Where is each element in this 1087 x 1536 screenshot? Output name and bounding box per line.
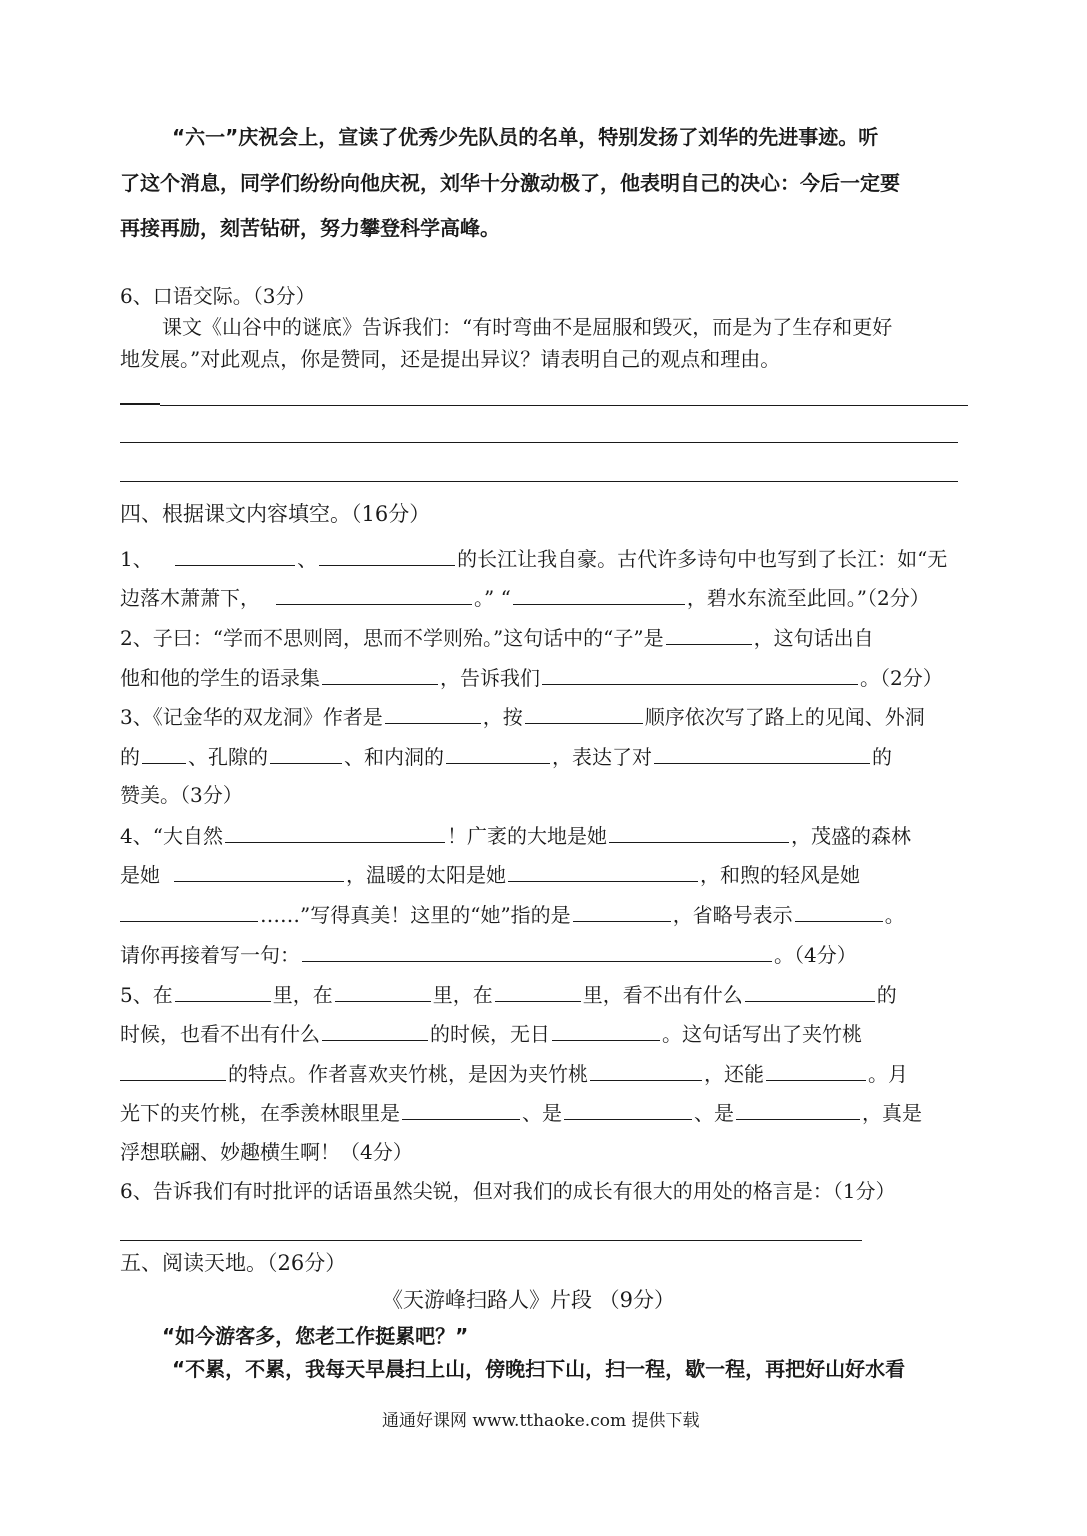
q4-5-line-3: 的特点。作者喜欢夹竹桃，是因为夹竹桃 ，还能 。月	[120, 1060, 908, 1087]
blank[interactable]	[508, 861, 698, 882]
blank[interactable]	[322, 664, 438, 685]
blank[interactable]	[225, 822, 445, 843]
q4-5-line-5: 浮想联翩、妙趣横生啊！（4分）	[120, 1140, 413, 1164]
page-footer: 通通好课网 www.tthaoke.com 提供下载	[382, 1411, 700, 1431]
oral-question-line-1: 课文《山谷中的谜底》告诉我们：“有时弯曲不是屈服和毁灭，而是为了生存和更好	[162, 315, 893, 339]
passage-line-2: 了这个消息，同学们纷纷向他庆祝，刘华十分激动极了，他表明自己的决心：今后一定要	[120, 171, 900, 195]
passage-line-1: “六一”庆祝会上，宣读了优秀少先队员的名单，特别发扬了刘华的先进事迹。听	[172, 125, 879, 149]
section-5-heading: 五、阅读天地。（26分）	[120, 1251, 347, 1275]
q4-3-line-3: 赞美。（3分）	[120, 783, 243, 807]
blank[interactable]	[120, 901, 258, 922]
reading-passage-title: 《天游峰扫路人》片段 （9分）	[382, 1288, 676, 1312]
blank[interactable]	[276, 584, 472, 605]
answer-line-1[interactable]	[120, 403, 160, 405]
answer-line-2-end[interactable]	[732, 442, 958, 443]
blank[interactable]	[446, 743, 550, 764]
q4-2-line-1: 2、子曰：“学而不思则罔，思而不学则殆。”这句话中的“子”是 ，这句话出自	[120, 626, 874, 650]
blank[interactable]	[319, 545, 455, 566]
blank[interactable]	[174, 861, 344, 882]
blank[interactable]	[666, 624, 752, 645]
passage-line-3: 再接再励，刻苦钻研，努力攀登科学高峰。	[120, 216, 500, 240]
q4-5-line-2: 时候，也看不出有什么 的时候，无日 。这句话写出了夹竹桃	[120, 1022, 862, 1046]
section-4-heading: 四、根据课文内容填空。（16分）	[120, 502, 431, 526]
blank[interactable]	[175, 981, 271, 1002]
blank[interactable]	[120, 1060, 226, 1081]
blank[interactable]	[495, 981, 581, 1002]
blank[interactable]	[745, 981, 875, 1002]
oral-question-title: 6、口语交际。（3分）	[120, 284, 316, 308]
q4-4-line-2: 是她 ，温暖的太阳是她 ，和煦的轻风是她	[120, 863, 860, 887]
blank[interactable]	[385, 703, 481, 724]
q4-6-line: 6、告诉我们有时批评的话语虽然尖锐，但对我们的成长有很大的用处的格言是：（1分）	[120, 1179, 896, 1203]
blank[interactable]	[654, 743, 870, 764]
answer-line-3[interactable]	[120, 481, 958, 482]
q4-1-line-1: 1、 、 的长江让我自豪。古代许多诗句中也写到了长江：如“无	[120, 547, 948, 571]
q4-5-line-1: 5、在 里，在 里，在 里，看不出有什么 的	[120, 983, 897, 1007]
blank[interactable]	[322, 1020, 428, 1041]
q4-4-line-4: 请你再接着写一句： 。（4分）	[120, 943, 857, 967]
reading-passage-line-2: “不累，不累，我每天早晨扫上山，傍晚扫下山，扫一程，歇一程，再把好山好水看	[172, 1357, 906, 1381]
q4-3-line-2: 的 、孔隙的 、和内洞的 ，表达了对 的	[120, 745, 892, 769]
blank[interactable]	[270, 743, 342, 764]
oral-question-line-2: 地发展。”对此观点，你是赞同，还是提出异议？请表明自己的观点和理由。	[120, 347, 781, 371]
blank[interactable]	[142, 743, 186, 764]
blank[interactable]	[542, 664, 858, 685]
blank[interactable]	[609, 822, 789, 843]
q4-4-line-3: ……”写得真美！这里的“她”指的是 ，省略号表示 。	[120, 901, 905, 928]
q4-3-line-1: 3、《记金华的双龙洞》作者是 ，按 顺序依次写了路上的见闻、外洞	[120, 705, 925, 729]
blank[interactable]	[795, 901, 883, 922]
answer-line-1-rest[interactable]	[160, 405, 968, 406]
blank[interactable]	[590, 1060, 702, 1081]
q4-1-line-2: 边落木萧萧下， 。” “ ，碧水东流至此回。”（2分）	[120, 586, 930, 610]
blank[interactable]	[513, 584, 685, 605]
q4-5-line-4: 光下的夹竹桃，在季羡林眼里是 、是 、是 ，真是	[120, 1101, 922, 1125]
blank[interactable]	[335, 981, 431, 1002]
blank[interactable]	[766, 1060, 866, 1081]
answer-line-2[interactable]	[120, 442, 732, 443]
blank[interactable]	[402, 1099, 520, 1120]
blank[interactable]	[302, 941, 772, 962]
blank[interactable]	[175, 545, 295, 566]
q4-4-line-1: 4、“大自然 ！广袤的大地是她 ，茂盛的森林	[120, 824, 911, 848]
q4-2-line-2: 他和他的学生的语录集 ，告诉我们 。（2分）	[120, 666, 943, 690]
q4-6-answer-line[interactable]	[120, 1240, 862, 1241]
blank[interactable]	[564, 1099, 692, 1120]
blank[interactable]	[736, 1099, 860, 1120]
blank[interactable]	[573, 901, 671, 922]
blank[interactable]	[552, 1020, 660, 1041]
reading-passage-line-1: “如今游客多，您老工作挺累吧？”	[162, 1324, 469, 1348]
blank[interactable]	[525, 703, 643, 724]
